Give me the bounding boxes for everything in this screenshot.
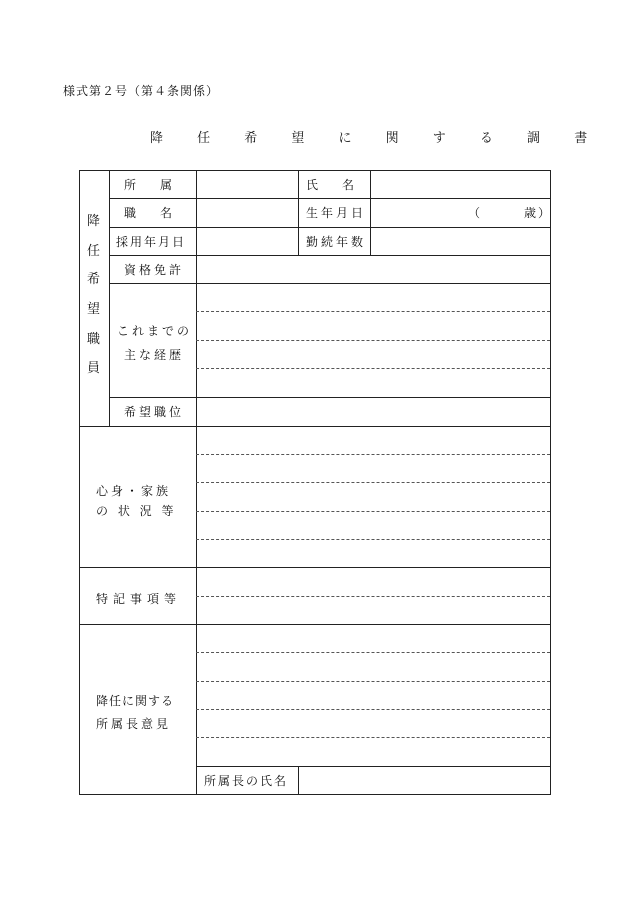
supervisor-name-field[interactable] (299, 767, 549, 793)
applicant-label-char: 任 (87, 244, 101, 259)
supervisor-name-label: 所属長の氏名 (204, 774, 289, 788)
position-label: 職 名 (124, 206, 173, 220)
career-field[interactable] (197, 284, 549, 396)
applicant-label-char: 希 (87, 272, 101, 287)
supervisor-opinion-field[interactable] (197, 625, 549, 765)
birthdate-label: 生年月日 (306, 206, 367, 220)
career-label-line2: 主な経歴 (124, 348, 185, 362)
birthdate-field[interactable] (371, 199, 461, 226)
special-notes-label: 特記事項等 (96, 592, 182, 606)
desired-position-field[interactable] (197, 398, 549, 425)
supervisor-opinion-label-line1: 降任に関する (96, 694, 175, 708)
affiliation-label: 所 属 (124, 178, 173, 192)
qualifications-label: 資格免許 (124, 263, 185, 277)
hire-date-label: 採用年月日 (116, 235, 187, 249)
years-of-service-field[interactable] (371, 228, 549, 254)
special-notes-field[interactable] (197, 568, 549, 623)
career-label-line1: これまでの (117, 324, 193, 338)
health-family-label-line2: の 状 況 等 (96, 504, 177, 518)
applicant-label-char: 職 (87, 332, 101, 347)
document-title: 降 任 希 望 に 関 す る 調 書 (150, 131, 603, 146)
qualifications-field[interactable] (197, 256, 549, 282)
supervisor-opinion-label-line2: 所属長意見 (96, 717, 172, 731)
health-family-field[interactable] (197, 427, 549, 566)
affiliation-field[interactable] (197, 171, 297, 197)
position-field[interactable] (197, 199, 297, 226)
age-field-hint: （ 歳） (468, 206, 553, 220)
name-field[interactable] (371, 171, 549, 197)
applicant-label-char: 員 (87, 361, 101, 376)
form-number: 様式第２号（第４条関係） (63, 84, 220, 98)
desired-position-label: 希望職位 (124, 405, 185, 419)
applicant-label-char: 降 (87, 214, 101, 229)
health-family-label-line1: 心身・家族 (96, 484, 172, 498)
applicant-label-char: 望 (87, 302, 101, 317)
hire-date-field[interactable] (197, 228, 297, 254)
name-label: 氏 名 (306, 178, 355, 192)
years-of-service-label: 勤続年数 (306, 235, 367, 249)
